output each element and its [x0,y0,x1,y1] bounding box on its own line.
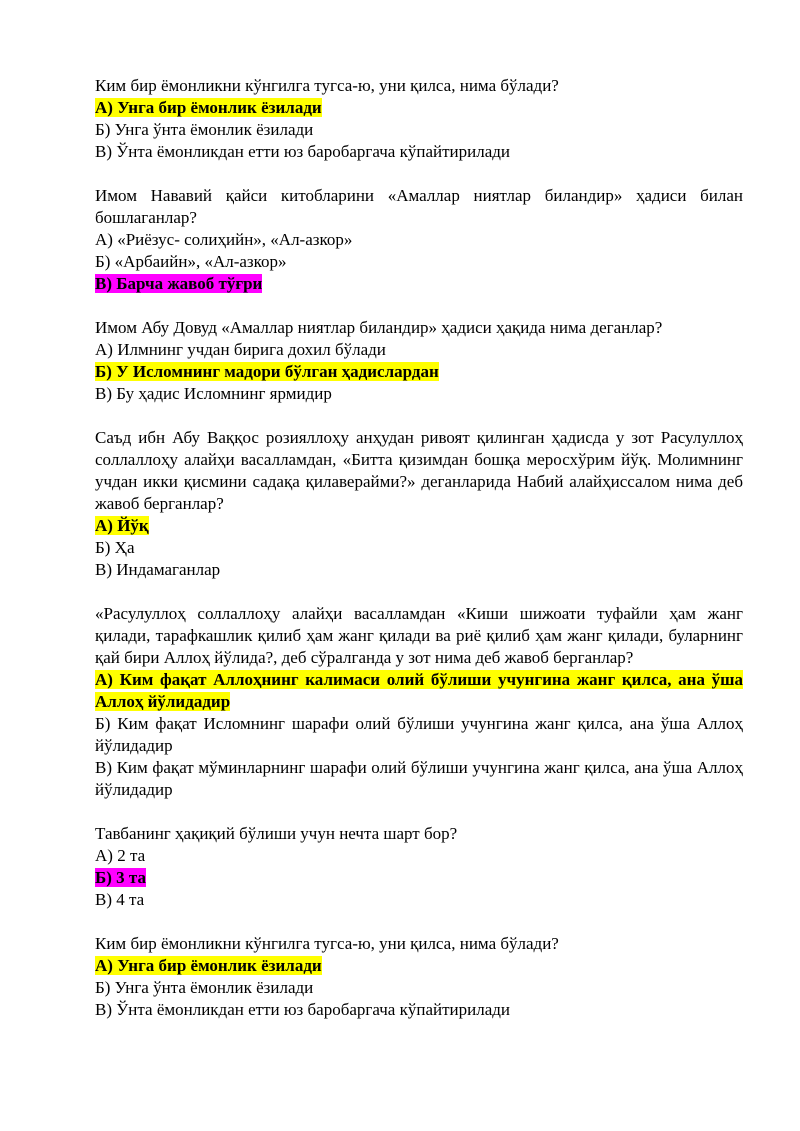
answer-option-text: Б) «Арбаийн», «Ал-азкор» [95,252,287,271]
answer-option [95,955,743,977]
answer-option-text: В) Индамаганлар [95,560,221,579]
answer-option-text: А) 2 та [95,846,146,865]
answer-option [95,361,743,383]
answer-option [95,713,743,757]
answer-option [95,889,743,911]
answer-option-text: А) Унга бир ёмонлик ёзилади [95,956,322,975]
answer-option-text: А) Йўқ [95,516,149,535]
answer-option-text: А) Ким фақат Аллоҳнинг калимаси олий бўлиши учунгина жанг қилса, ана ўша Аллоҳ йўлидадир [95,670,743,711]
question-text: «Расулуллоҳ соллаллоҳу алайҳи васалламдан «Киши шижоати туфайли ҳам жанг қилади, тарафкашлик қилиб ҳам жанг қилади ва риё қилиб ҳам жанг қилади, буларнинг қай бири Аллоҳ йўлида?, деб сўралганда у зот нима деб жавоб берганлар? [95,604,743,667]
answer-option [95,383,743,405]
answer-option-text: Б) Ҳа [95,538,135,557]
answer-option [95,97,743,119]
answer-option-text: В) Ўнта ёмонликдан етти юз баробаргача кўпайтирилади [95,1000,510,1019]
question-block [95,427,743,581]
answer-option [95,515,743,537]
question-text: Ким бир ёмонликни кўнгилга тугса-ю, уни қилса, нима бўлади? [95,76,559,95]
answer-option [95,229,743,251]
answer-option-text: Б) У Исломнинг мадори бўлган ҳадислардан [95,362,439,381]
question-text: Саъд ибн Абу Ваққос розияллоҳу анҳудан ривоят қилинган ҳадисда у зот Расулуллоҳ соллаллоҳу алайҳи васалламдан, «Битта қизимдан бошқа меросхўрим йўқ. Молимнинг учдан икки қисмини садақа қилаверайми?» деганларида Набий алайҳиссалом нима деб жавоб берганлар? [95,428,743,513]
answer-option [95,999,743,1021]
answer-option [95,559,743,581]
answer-option-text: Б) Унга ўнта ёмонлик ёзилади [95,978,314,997]
question-text: Тавбанинг ҳақиқий бўлиши учун нечта шарт бор? [95,824,458,843]
question-block [95,75,743,163]
question-text: Имом Нававий қайси китобларини «Амаллар ниятлар биландир» ҳадиси билан бошлаганлар? [95,186,743,227]
answer-option-text: А) Илмнинг учдан бирига дохил бўлади [95,340,386,359]
answer-option [95,845,743,867]
answer-option [95,273,743,295]
answer-option [95,119,743,141]
answer-option [95,977,743,999]
question-block [95,317,743,405]
answer-option [95,141,743,163]
answer-option-text: Б) 3 та [95,868,146,887]
answer-option-text: В) Барча жавоб тўғри [95,274,263,293]
answer-option-text: Б) Ким фақат Исломнинг шарафи олий бўлиши учунгина жанг қилса, ана ўша Аллоҳ йўлидадир [95,714,743,755]
question-block [95,823,743,911]
answer-option [95,867,743,889]
question-text: Имом Абу Довуд «Амаллар ниятлар биландир» ҳадиси ҳақида нима деганлар? [95,318,663,337]
answer-option [95,339,743,361]
question-block [95,933,743,1021]
answer-option [95,669,743,713]
answer-option [95,537,743,559]
answer-option-text: В) Бу ҳадис Исломнинг ярмидир [95,384,332,403]
answer-option [95,757,743,801]
answer-option-text: Б) Унга ўнта ёмонлик ёзилади [95,120,314,139]
answer-option-text: В) Ким фақат мўминларнинг шарафи олий бўлиши учунгина жанг қилса, ана ўша Аллоҳ йўлидадир [95,758,743,799]
answer-option-text: А) Унга бир ёмонлик ёзилади [95,98,322,117]
question-block [95,603,743,801]
question-text: Ким бир ёмонликни кўнгилга тугса-ю, уни қилса, нима бўлади? [95,934,559,953]
answer-option-text: В) Ўнта ёмонликдан етти юз баробаргача кўпайтирилади [95,142,510,161]
document-page [95,75,743,1043]
question-block [95,185,743,295]
answer-option [95,251,743,273]
answer-option-text: В) 4 та [95,890,145,909]
answer-option-text: А) «Риёзус- солиҳийн», «Ал-азкор» [95,230,353,249]
